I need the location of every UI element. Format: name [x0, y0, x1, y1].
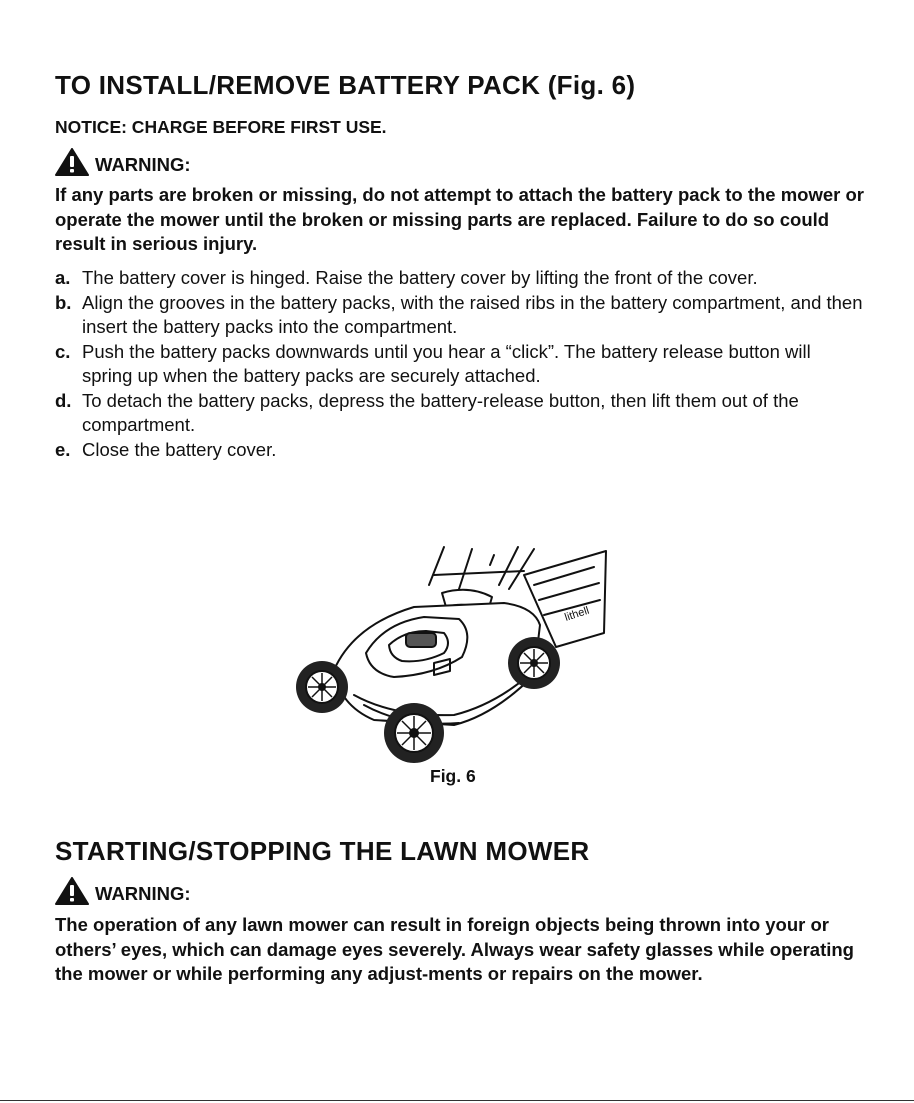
step-a: [55, 266, 865, 291]
step-e: [55, 438, 865, 463]
step-c: [55, 340, 865, 389]
section-title-starting-stopping: STARTING/STOPPING THE LAWN MOWER: [55, 836, 590, 866]
warning-text: If any parts are broken or missing, do not attempt to attach the battery pack to the mower or operate the mower until the broken or missing parts are replaced. Failure to do so could result in serious injury.: [55, 184, 865, 254]
step-b: [55, 291, 865, 340]
lawn-mower-illustration: [294, 545, 608, 765]
step-text: Close the battery cover.: [82, 438, 277, 460]
warning-triangle-icon: [55, 148, 89, 176]
section-title-battery-pack: TO INSTALL/REMOVE BATTERY PACK (Fig. 6): [55, 70, 636, 100]
warning-text: The operation of any lawn mower can result in foreign objects being thrown into your or others’ eyes, which can damage eyes severely. Always wear safety glasses while operating the mower or while performing any adjust-ments or repairs on the mower.: [55, 914, 854, 984]
mower-brand-label: lithell: [563, 604, 591, 624]
step-text: Align the grooves in the battery packs, with the raised ribs in the battery compartment, and then insert the battery packs into the compartment.: [82, 291, 863, 337]
step-text: Push the battery packs downwards until you hear a “click”. The battery release button will spring up when the battery packs are securely attached.: [82, 340, 811, 386]
figure-caption: Fig. 6: [430, 766, 476, 786]
step-d: [55, 389, 865, 438]
step-letter: d.: [55, 389, 72, 411]
warning-label: WARNING:: [95, 154, 191, 175]
step-letter: e.: [55, 438, 71, 460]
warning-triangle-icon: [55, 877, 89, 905]
step-text: The battery cover is hinged. Raise the battery cover by lifting the front of the cover.: [82, 267, 758, 288]
step-text: To detach the battery packs, depress the battery-release button, then lift them out of the compartment.: [82, 389, 799, 435]
instruction-steps: [55, 266, 865, 462]
step-letter: a.: [55, 267, 71, 288]
step-letter: c.: [55, 340, 71, 362]
warning-label: WARNING:: [95, 883, 191, 904]
warning-heading: [55, 148, 191, 176]
step-letter: b.: [55, 291, 72, 313]
warning-heading: [55, 877, 191, 905]
page-bottom-rule: [0, 1100, 914, 1101]
charge-notice: NOTICE: CHARGE BEFORE FIRST USE.: [55, 117, 387, 137]
